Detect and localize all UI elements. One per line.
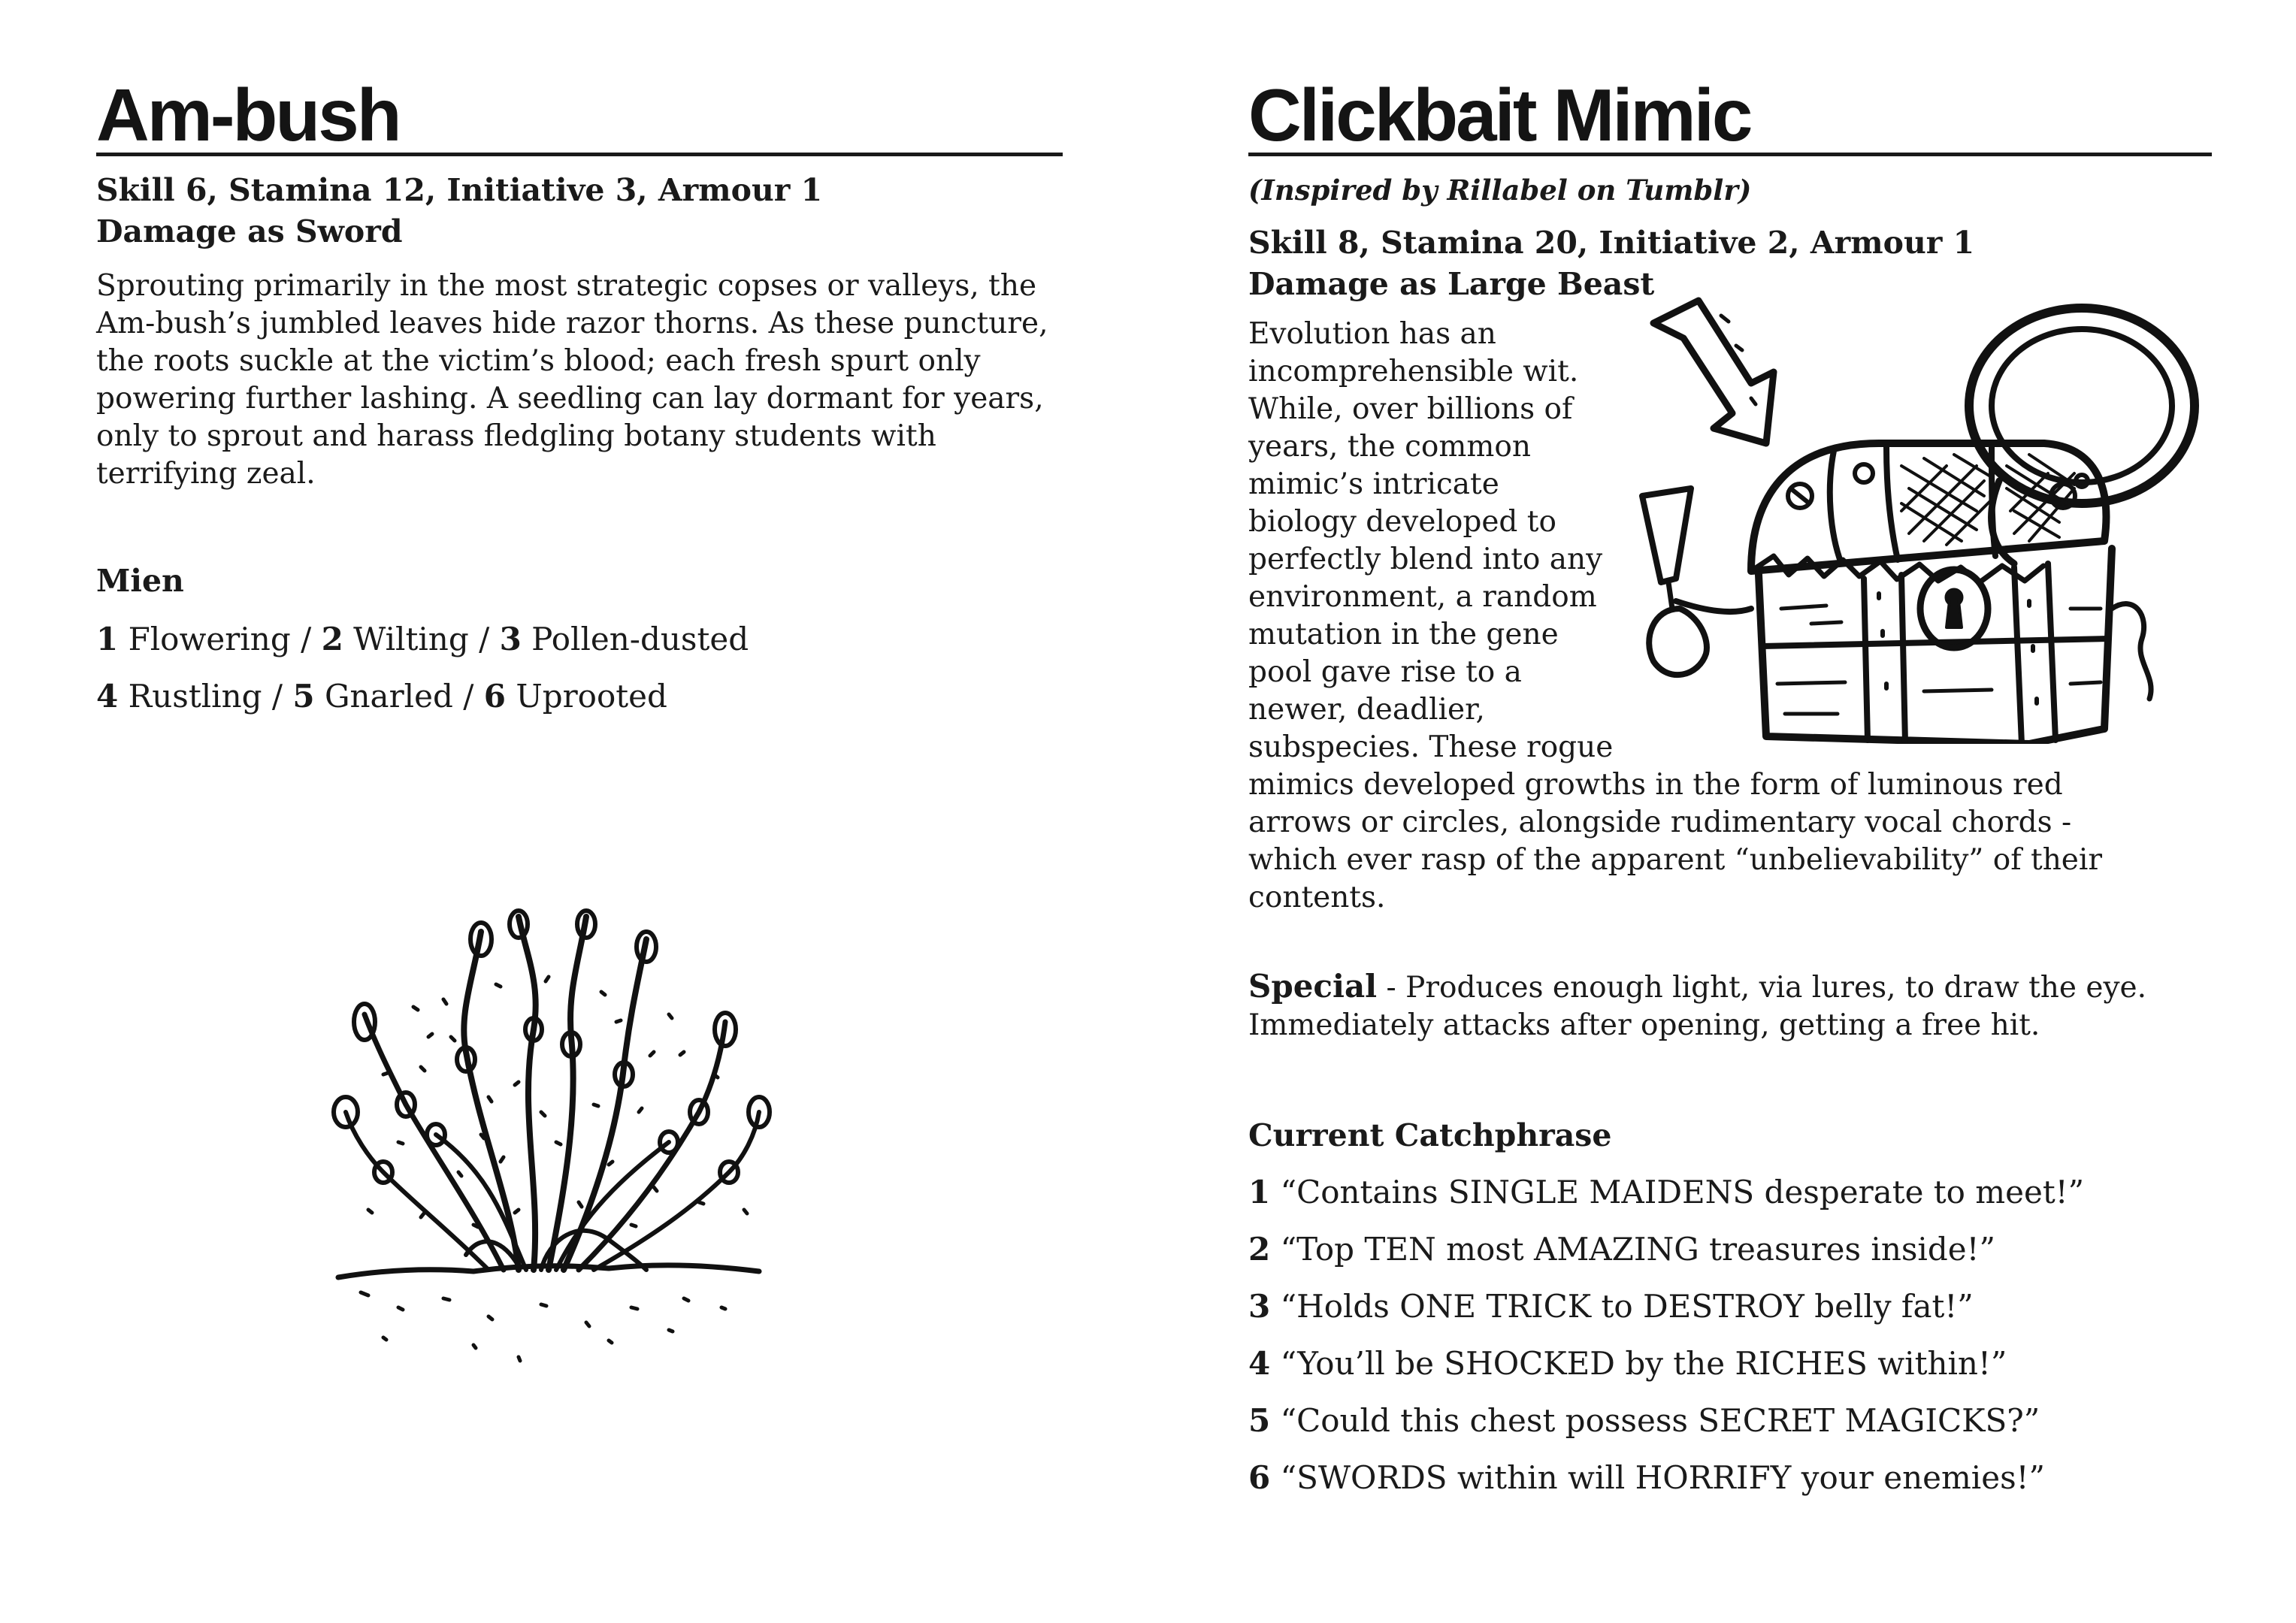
ambush-damage-line: Damage as Sword [96,213,403,249]
description-line: Evolution has an [1248,317,1496,351]
catchphrase-text: “SWORDS within will HORRIFY your enemies!” [1280,1459,2045,1496]
catchphrase-text: “Holds ONE TRICK to DESTROY belly fat!” [1280,1288,1974,1325]
description-line: biology developed to [1248,505,1556,539]
description-line: mutation in the gene [1248,618,1559,651]
separator: / [290,621,322,657]
catchphrase-number: 4 [1248,1345,1271,1382]
catchphrase-row [1248,1345,2007,1383]
mimic-chest-drawing-icon [1638,293,2210,744]
catchphrase-text: “Top TEN most AMAZING treasures inside!” [1280,1231,1995,1268]
catchphrase-row [1248,1231,1995,1268]
mien-number: 6 [483,678,506,715]
description-line: mimic’s intricate [1248,467,1499,501]
catchphrase-row [1248,1174,2084,1211]
description-line: environment, a random [1248,580,1597,614]
catchphrase-text: “Could this chest possess SECRET MAGICKS?” [1280,1402,2040,1439]
catchphrase-number: 5 [1248,1402,1271,1439]
bush-drawing-icon [293,887,819,1368]
description-line: which ever rasp of the apparent “unbelievability” of their [1248,843,2103,877]
mien-row [96,678,667,715]
description-line: While, over billions of [1248,392,1573,426]
title-rule [1248,153,2212,156]
catchphrase-row [1248,1402,2040,1440]
mien-text: Gnarled [324,678,453,715]
mimic-title: Clickbait Mimic [1248,74,1751,156]
ambush-stats-line: Skill 6, Stamina 12, Initiative 3, Armour 1 [96,172,823,208]
catchphrase-number: 6 [1248,1459,1271,1496]
mien-text: Uprooted [516,678,667,715]
separator: / [452,678,484,715]
description-line: contents. [1248,881,1386,914]
catchphrase-text: “You’ll be SHOCKED by the RICHES within!” [1280,1345,2007,1382]
catchphrase-number: 3 [1248,1288,1271,1325]
mimic-damage-line: Damage as Large Beast [1248,266,1655,302]
special-block [1248,968,2146,1044]
catchphrase-number: 2 [1248,1231,1271,1268]
ambush-stats [96,170,822,252]
mien-text: Rustling [128,678,262,715]
separator: / [262,678,293,715]
ambush-title: Am-bush [96,74,400,156]
catchphrase-row [1248,1288,1974,1325]
separator: / [468,621,500,657]
catchphrase-row [1248,1459,2045,1497]
special-text-line2: Immediately attacks after opening, getting a free hit. [1248,1008,2040,1042]
credit-line: (Inspired by Rillabel on Tumblr) [1248,174,1752,207]
description-line: years, the common [1248,430,1531,464]
description-line: newer, deadlier, [1248,693,1485,727]
ambush-description: Sprouting primarily in the most strategic copses or valleys, the Am-bush’s jumbled leaves hide razor thorns. As these puncture, the roots suckle at the victim’s blood; each fresh spurt only powering further lashing. A seedling can lay dormant for years, only to sprout and harass fledgling botany students with terrifying zeal. [96,269,1048,491]
mien-number: 1 [96,621,119,657]
mien-text: Pollen-dusted [531,621,749,657]
description-line: arrows or circles, alongside rudimentary vocal chords - [1248,805,2072,839]
mimic-stats-line: Skill 8, Stamina 20, Initiative 2, Armour 1 [1248,225,1975,261]
description-line: perfectly blend into any [1248,543,1603,576]
mien-text: Wilting [353,621,469,657]
catchphrase-number: 1 [1248,1174,1271,1210]
special-label: Special [1248,968,1378,1005]
catchphrase-text: “Contains SINGLE MAIDENS desperate to meet!” [1280,1174,2085,1210]
mien-text: Flowering [128,621,291,657]
mien-heading: Mien [96,563,184,599]
mien-number: 5 [292,678,315,715]
mien-number: 2 [321,621,343,657]
description-line: incomprehensible wit. [1248,355,1579,388]
mien-number: 3 [499,621,522,657]
catchphrase-heading: Current Catchphrase [1248,1117,1612,1153]
mien-number: 4 [96,678,119,715]
description-line: subspecies. These rogue [1248,730,1614,764]
description-line: pool gave rise to a [1248,655,1522,689]
mien-row [96,621,749,658]
description-line: mimics developed growths in the form of luminous red [1248,768,2063,802]
title-rule [96,153,1063,156]
special-text: - Produces enough light, via lures, to draw the eye. [1377,971,2146,1005]
